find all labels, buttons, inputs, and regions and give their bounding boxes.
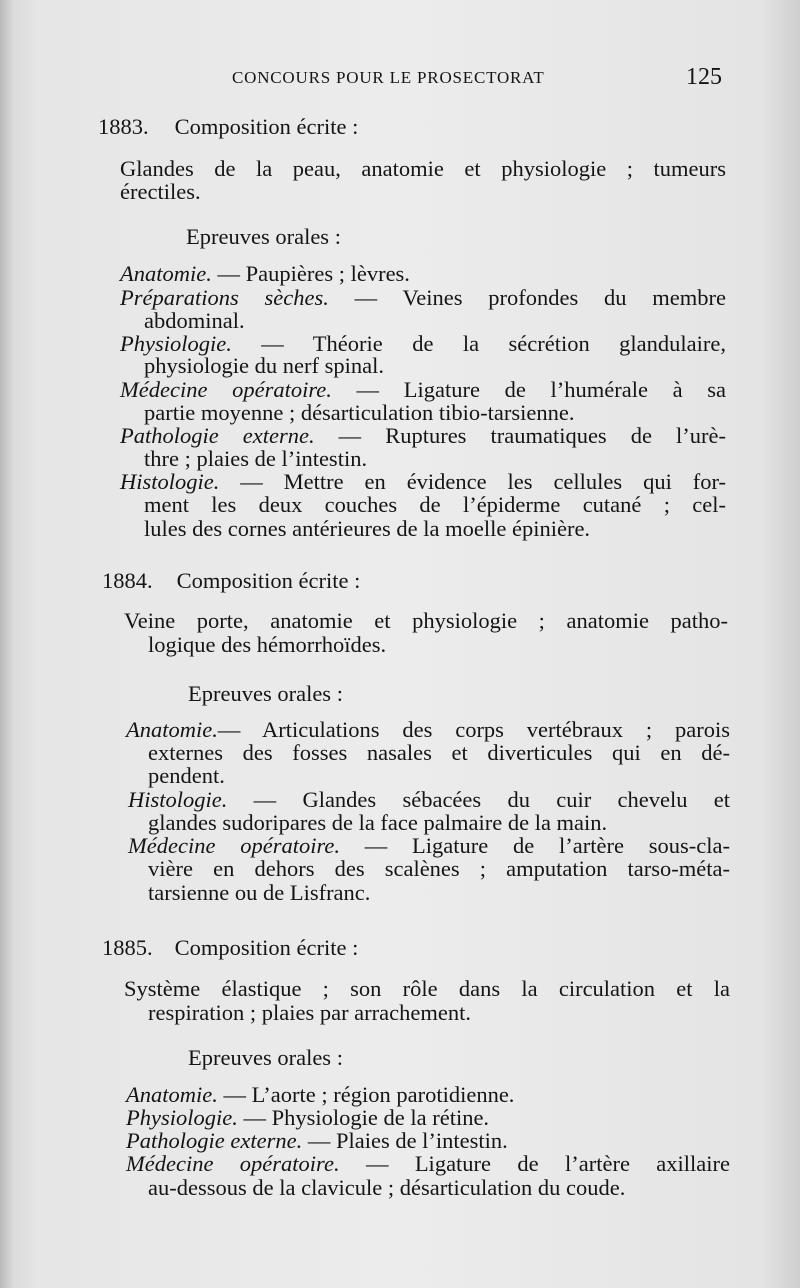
oral-histologie-1883-line3: lules des cornes antérieures de la moelle épinière. — [144, 516, 591, 541]
subject-text: — Ligature de l’artère axillaire — [339, 1151, 730, 1176]
subject-label: Préparations sèches. — [120, 285, 329, 310]
subject-text: — Plaies de l’intestin. — [302, 1128, 508, 1153]
subject-label: Pathologie externe. — [120, 423, 315, 448]
oral-medecine-1885-line2: au-dessous de la clavicule ; désarticulation du coude. — [148, 1175, 626, 1200]
subject-label: Physiologie. — [126, 1105, 238, 1130]
page-number: 125 — [686, 64, 722, 90]
oral-anatomie-1884-line3: pendent. — [148, 763, 225, 788]
subject-text: — Articulations des corps vertébraux ; parois — [217, 717, 730, 742]
subject-label: Médecine opératoire. — [120, 377, 332, 402]
oral-label-1884: Epreuves orales : — [188, 681, 343, 706]
subject-label: Médecine opératoire. — [126, 1151, 340, 1176]
subject-text: — Mettre en évidence les cellules qui for- — [219, 469, 726, 494]
subject-text: — L’aorte ; région parotidienne. — [217, 1082, 515, 1107]
oral-physiologie-1883-line2: physiologie du nerf spinal. — [144, 353, 384, 378]
subject-label: Anatomie. — [120, 261, 212, 286]
subject-label: Anatomie. — [126, 717, 218, 742]
running-title: CONCOURS POUR LE PROSECTORAT — [232, 68, 545, 87]
oral-anatomie-1884-line2: externes des fosses nasales et diverticules qui en dé- — [148, 740, 730, 765]
written-subject-1883-line2: érectiles. — [120, 179, 201, 204]
oral-label-1885: Epreuves orales : — [188, 1045, 343, 1070]
subject-text: — Ligature de l’artère sous-cla- — [340, 833, 730, 858]
written-subject-1883-line1: Glandes de la peau, anatomie et physiologie ; tumeurs — [120, 156, 726, 181]
oral-anatomie-1883 — [120, 261, 410, 287]
written-label-1884: Composition écrite : — [176, 568, 361, 593]
subject-label: Pathologie externe. — [126, 1128, 303, 1153]
written-subject-1885-line2: respiration ; plaies par arrachement. — [148, 1000, 471, 1025]
subject-label: Physiologie. — [120, 331, 232, 356]
subject-text: — Glandes sébacées du cuir chevelu et — [227, 787, 730, 812]
subject-label: Histologie. — [128, 787, 228, 812]
running-header — [0, 64, 800, 98]
subject-label: Anatomie. — [126, 1082, 218, 1107]
year-heading-1884 — [102, 568, 360, 594]
year-1883: 1883. — [98, 114, 149, 139]
oral-medecine-1884-line2: vière en dehors des scalènes ; amputation tarso-méta- — [148, 856, 730, 881]
written-subject-1885-line1: Système élastique ; son rôle dans la circulation et la — [124, 976, 730, 1001]
oral-pathologie-1883-line2: thre ; plaies de l’intestin. — [144, 446, 368, 471]
written-subject-1884-line2: logique des hémorrhoïdes. — [148, 632, 387, 657]
oral-preparations-1883-line2: abdominal. — [144, 308, 245, 333]
written-label-1885: Composition écrite : — [174, 935, 359, 960]
subject-text: — Ruptures traumatiques de l’urè- — [314, 423, 726, 448]
subject-text: — Paupières ; lèvres. — [211, 261, 410, 286]
oral-medecine-1883-line2: partie moyenne ; désarticulation tibio-tarsienne. — [144, 400, 575, 425]
oral-histologie-1883-line2: ment les deux couches de l’épiderme cutané ; cel- — [144, 492, 726, 517]
subject-text: — Veines profondes du membre — [328, 285, 726, 310]
written-label-1883: Composition écrite : — [174, 114, 359, 139]
oral-label-1883: Epreuves orales : — [186, 224, 341, 249]
oral-medecine-1885-line1 — [126, 1151, 730, 1177]
year-1884: 1884. — [102, 568, 153, 593]
subject-text: — Théorie de la sécrétion glandulaire, — [231, 331, 726, 356]
subject-text: — Physiologie de la rétine. — [237, 1105, 490, 1130]
subject-text: — Ligature de l’humérale à sa — [331, 377, 726, 402]
subject-label: Histologie. — [120, 469, 220, 494]
year-heading-1883 — [98, 114, 358, 140]
year-1885: 1885. — [102, 935, 153, 960]
oral-histologie-1884-line2: glandes sudoripares de la face palmaire de la main. — [148, 810, 608, 835]
written-subject-1884-line1: Veine porte, anatomie et physiologie ; anatomie patho- — [124, 608, 728, 633]
year-heading-1885 — [102, 935, 358, 961]
subject-label: Médecine opératoire. — [128, 833, 340, 858]
oral-medecine-1884-line3: tarsienne ou de Lisfranc. — [148, 880, 371, 905]
